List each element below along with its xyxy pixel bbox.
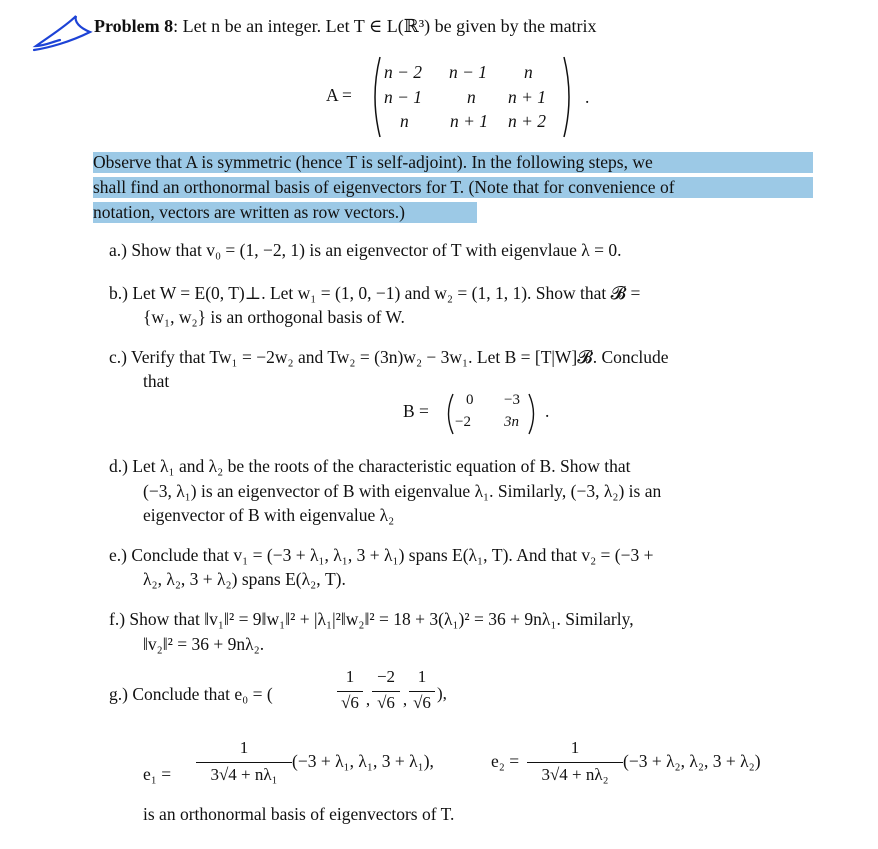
highlight-line: Observe that A is symmetric (hence T is self-adjoint). In the following steps, we: [93, 152, 813, 173]
e1-vector: (−3 + λ₁, λ₁, 3 + λ₁),: [292, 751, 434, 771]
e0-denominator: √6: [377, 693, 395, 712]
e2-label: e₂ =: [491, 751, 520, 771]
e0-denominator: √6: [413, 693, 431, 712]
problem-statement: [94, 16, 597, 37]
matrix-b-period: .: [545, 401, 550, 421]
e2-vector: (−3 + λ₂, λ₂, 3 + λ₂): [623, 751, 761, 771]
e2-denominator: 3√4 + nλ₂: [541, 765, 609, 784]
handwritten-mark-icon: [30, 12, 94, 56]
step-g-intro: g.) Conclude that e₀ = (: [109, 684, 273, 704]
step-f-line: ‖v₂‖² = 36 + 9nλ₂.: [143, 634, 265, 654]
fraction-bar: [409, 691, 435, 692]
matrix-a-cell: n − 1: [384, 87, 423, 107]
step-d-line: (−3, λ₁) is an eigenvector of B with eigenvalue λ₁. Similarly, (−3, λ₂) is an: [143, 481, 662, 501]
step-c-line: that: [143, 371, 170, 391]
matrix-a-right-paren: [562, 55, 576, 139]
highlight-line: notation, vectors are written as row vectors.): [93, 202, 477, 223]
fraction-bar: [372, 691, 400, 692]
e2-numerator: 1: [570, 738, 580, 757]
e1-label: e₁ =: [143, 764, 172, 784]
matrix-a-left-paren: [368, 55, 382, 139]
e0-comma: ,: [365, 690, 371, 709]
fraction-bar: [196, 762, 292, 763]
e0-denominator: √6: [341, 693, 359, 712]
step-d-line: d.) Let λ₁ and λ₂ be the roots of the characteristic equation of B. Show that: [109, 456, 631, 476]
step-g-conclusion: is an orthonormal basis of eigenvectors of T.: [143, 804, 455, 824]
matrix-a-cell: n: [467, 87, 476, 107]
matrix-a-label: A =: [326, 85, 352, 105]
e1-numerator: 1: [239, 738, 249, 757]
step-d-line: eigenvector of B with eigenvalue λ₂: [143, 505, 395, 525]
e0-comma: ,: [402, 690, 408, 709]
step-b-line: {w₁, w₂} is an orthogonal basis of W.: [143, 307, 405, 327]
matrix-a-cell: n: [400, 111, 409, 131]
matrix-b-cell: 0: [466, 392, 474, 408]
problem-text: : Let n be an integer. Let T ∈ L(ℝ³) be given by the matrix: [173, 16, 597, 36]
matrix-a-cell: n − 1: [449, 62, 488, 82]
matrix-a-cell: n + 2: [508, 111, 547, 131]
e0-close: ),: [437, 684, 447, 703]
matrix-a-period: .: [585, 87, 590, 107]
matrix-a-cell: n + 1: [450, 111, 489, 131]
step-f-line: f.) Show that ‖v₁‖² = 9‖w₁‖² + |λ₁|²‖w₂‖² = 18 + 3(λ₁)² = 36 + 9nλ₁. Similarly,: [109, 609, 634, 629]
step-e-line: e.) Conclude that v₁ = (−3 + λ₁, λ₁, 3 + λ₁) spans E(λ₁, T). And that v₂ = (−3 +: [109, 545, 654, 565]
e0-numerator: 1: [417, 667, 427, 686]
step-b-line: b.) Let W = E(0, T)⊥. Let w₁ = (1, 0, −1) and w₂ = (1, 1, 1). Show that 𝓑 =: [109, 283, 641, 303]
step-e-line: λ₂, λ₂, 3 + λ₂) spans E(λ₂, T).: [143, 569, 346, 589]
matrix-b-right-paren: [527, 392, 539, 436]
matrix-b-cell: −3: [504, 392, 520, 408]
step-c-line: c.) Verify that Tw₁ = −2w₂ and Tw₂ = (3n)w₂ − 3w₁. Let B = [T|W]𝓑. Conclude: [109, 347, 669, 367]
matrix-b-cell: −2: [455, 414, 471, 430]
matrix-b-left-paren: [443, 392, 455, 436]
fraction-bar: [527, 762, 623, 763]
matrix-a-cell: n + 1: [508, 87, 547, 107]
step-a: a.) Show that v₀ = (1, −2, 1) is an eigenvector of T with eigenvlaue λ = 0.: [109, 240, 622, 260]
fraction-bar: [337, 691, 363, 692]
e1-denominator: 3√4 + nλ₁: [210, 765, 278, 784]
matrix-b-cell: 3n: [504, 414, 519, 430]
e0-numerator: 1: [345, 667, 355, 686]
matrix-b-label: B =: [403, 401, 429, 421]
highlight-line: shall find an orthonormal basis of eigenvectors for T. (Note that for convenience of: [93, 177, 813, 198]
matrix-a-cell: n − 2: [384, 62, 423, 82]
matrix-a-cell: n: [524, 62, 533, 82]
e0-numerator: −2: [376, 667, 396, 686]
problem-title: Problem 8: [94, 16, 174, 36]
